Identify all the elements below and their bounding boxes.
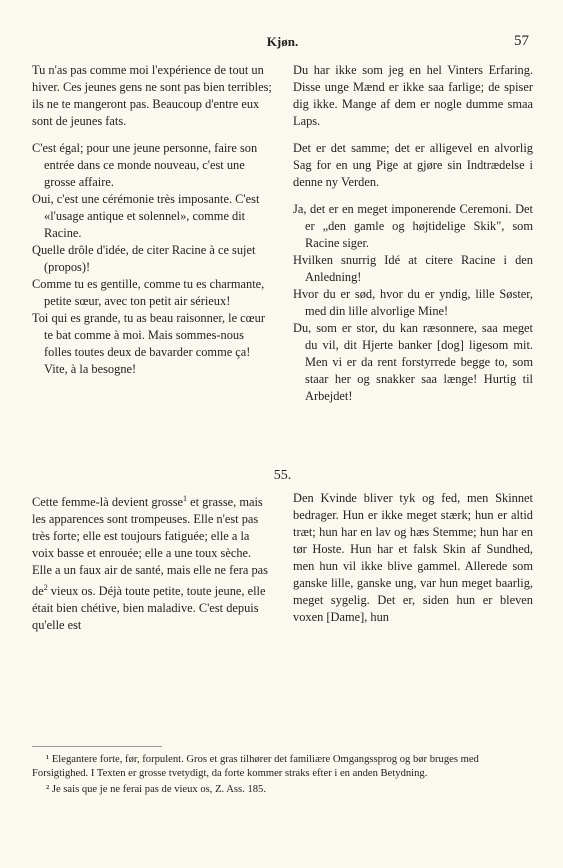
danish-paragraph: Hvilken snurrig Idé at citere Racine i den Anledning! <box>293 253 533 284</box>
danish-paragraph: Du, som er stor, du kan ræsonnere, saa meget du vil, dit Hjerte banker [dog] ligesom mit. Men vi er da rent forstyrrede begge to, som staar her og snakker saa længe! Hurtig til Arbejdet! <box>293 321 533 403</box>
text-run: vieux os. Déjà toute petite, toute jeune, elle était bien chétive, bien maladive. C'est depuis qu'elle est <box>32 584 266 633</box>
danish-paragraph: Hvor du er sød, hvor du er yndig, lille Søster, med din lille alvorlige Mine! <box>293 287 533 318</box>
french-column <box>32 490 272 740</box>
french-paragraph <box>32 490 272 634</box>
danish-column <box>293 490 533 740</box>
french-paragraph: C'est égal; pour une jeune personne, faire son entrée dans ce monde nouveau, c'est une grosse affaire. <box>32 141 258 189</box>
page-number: 57 <box>514 33 529 49</box>
danish-paragraph: Du har ikke som jeg en hel Vinters Erfaring. Disse unge Mænd er ikke saa farlige; de spiser dig ikke. Mange af dem er nogle dumme smaa Laps. <box>293 63 533 128</box>
footnote-rule <box>32 746 162 747</box>
text-run: et grasse, mais les apparences sont trompeuses. Elle n'est pas très forte; elle est toujours fatiguée; elle a la voix basse et enrouée; elle a une toux sèche. Elle a un faux air de santé, mais elle ne fera pas de <box>32 495 269 599</box>
footnotes <box>32 753 533 797</box>
danish-paragraph: Ja, det er en meget imponerende Ceremoni. Det er „den gamle og højtidelige Skik", som Racine siger. <box>293 202 533 250</box>
french-paragraph: Quelle drôle d'idée, de citer Racine à ce sujet (propos)! <box>32 243 256 274</box>
footnote-ref: 1 <box>183 494 188 503</box>
footnote: ¹ Elegantere forte, før, forpulent. Gros et gras tilhører det familiære Omgangssprog og bør bruges med Forsigtighed. I Texten er grosse tvetydigt, da forte kommer straks efter i en anden Betydning. <box>32 754 479 779</box>
dialogue-section-54 <box>32 62 533 460</box>
french-paragraph: Oui, c'est une cérémonie très imposante. C'est «l'usage antique et solennel», comme dit Racine. <box>32 192 260 240</box>
french-paragraph: Toi qui es grande, tu as beau raisonner, le cœur te bat comme à moi. Mais sommes-nous folles toutes deux de bavarder comme ça! Vite, à la besogne! <box>32 311 265 376</box>
footnote-ref: 2 <box>43 583 48 593</box>
text-run: Cette femme-là devient grosse <box>32 495 184 510</box>
footnote: ² Je sais que je ne ferai pas de vieux os, Z. Ass. 185. <box>46 784 267 795</box>
french-paragraph: Tu n'as pas comme moi l'expérience de tout un hiver. Ces jeunes gens ne sont pas bien terribles; ils ne te mangeront pas. Beaucoup d'entre eux sont de jeunes fats. <box>32 63 272 128</box>
danish-paragraph: Det er det samme; det er alligevel en alvorlig Sag for en ung Pige at gjøre sin Indtrædelse i denne ny Verden. <box>293 141 533 189</box>
page-header <box>32 30 533 54</box>
french-paragraph: Comme tu es gentille, comme tu es charmante, petite sœur, avec ton petit air sérieux! <box>32 277 265 308</box>
danish-paragraph: Den Kvinde bliver tyk og fed, men Skinnet bedrager. Hun er ikke meget stærk; hun er altid træt; hun har en lav og hæs Stemme; hun har en tør Hoste. Hun har et falsk Skin af Sundhed, men hun vil ikke blive gammel. Allerede som ganske lille, ganske ung, var hun meget baarlig, meget sygelig. Det er, siden hun er bleven voxen [Dame], hun <box>293 491 533 624</box>
running-head: Kjøn. <box>266 34 299 49</box>
danish-column <box>293 62 533 460</box>
french-column <box>32 62 272 460</box>
section-number: 55. <box>273 468 292 483</box>
dialogue-section-55 <box>32 490 533 740</box>
